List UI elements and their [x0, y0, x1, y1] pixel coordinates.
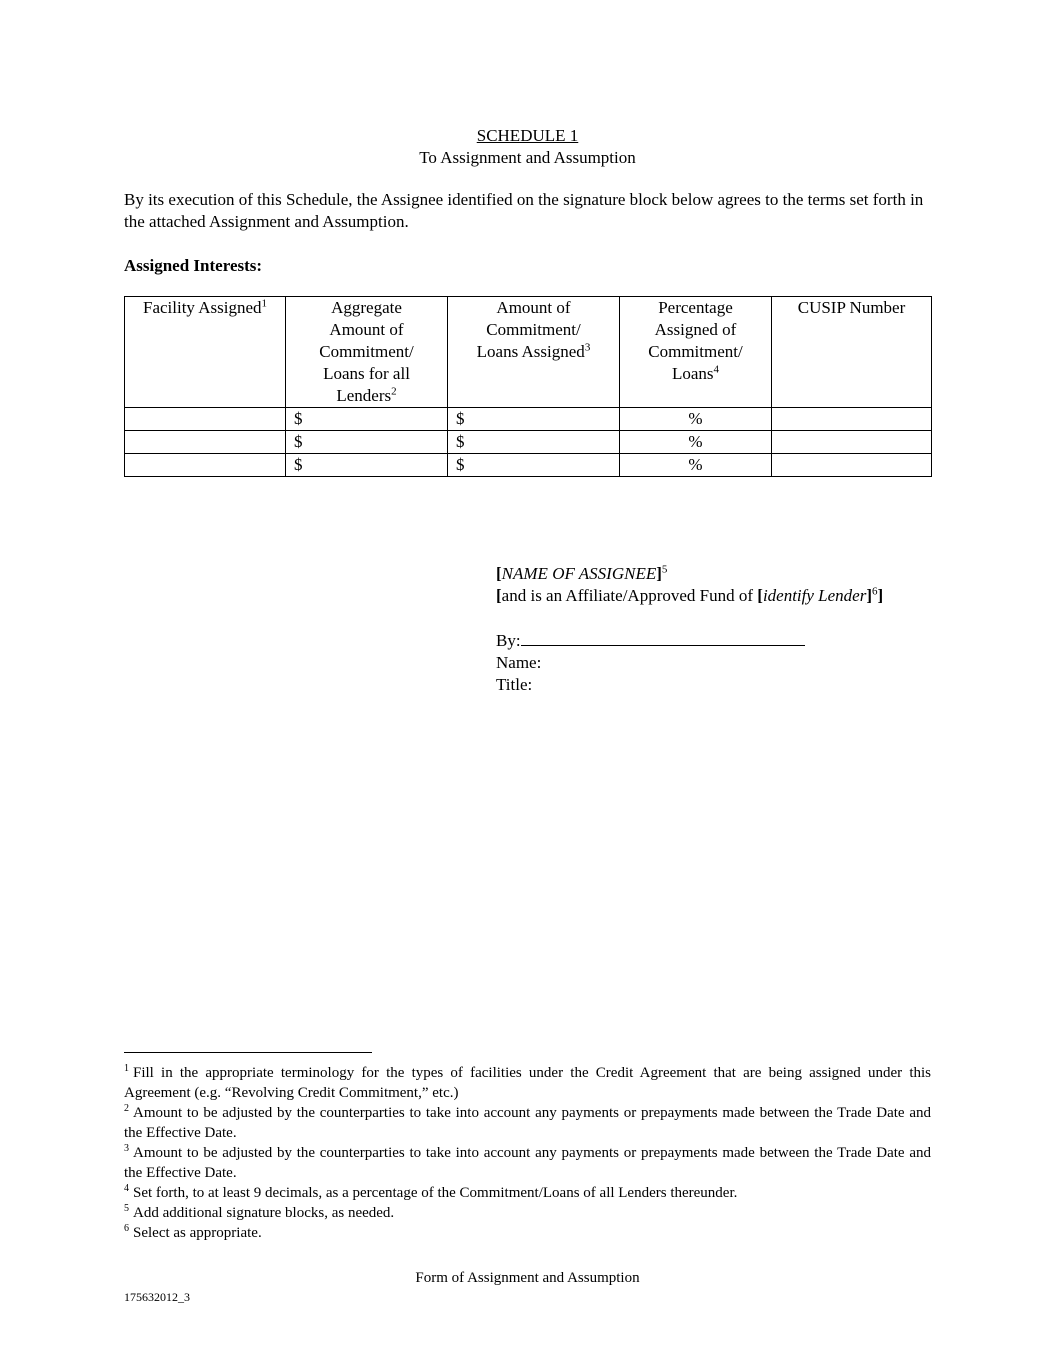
- intro-paragraph: By its execution of this Schedule, the Assignee identified on the signature block below agrees to the terms set forth in the attached Assignment and Assumption.: [124, 190, 924, 231]
- header-percentage-assigned: Percentage Assigned of Commitment/ Loans$^4$: [620, 297, 772, 408]
- name-label: Name:: [496, 653, 542, 672]
- title-label: Title:: [496, 675, 533, 694]
- table-row: [125, 431, 932, 454]
- cell-amount[interactable]: $: [448, 408, 620, 431]
- footnote-6: $^6$ Select as appropriate.: [124, 1223, 262, 1241]
- footnote-4: $^4$ Set forth, to at least 9 decimals, as a percentage of the Commitment/Loans of all Lenders thereunder.: [124, 1183, 738, 1201]
- header-aggregate-amount: Aggregate Amount of Commitment/ Loans for all Lenders$^2$: [286, 297, 448, 408]
- table-row: [125, 408, 932, 431]
- assigned-interests-heading: Assigned Interests:: [124, 256, 263, 275]
- cell-percentage[interactable]: %: [620, 454, 772, 477]
- identify-lender[interactable]: identify Lender: [762, 586, 867, 605]
- signature-field[interactable]: [521, 629, 805, 646]
- cell-facility[interactable]: [125, 431, 286, 454]
- footnote-3: $^3$ Amount to be adjusted by the counterparties to take into account any payments or prepayments made between the Trade Date and the Effective Date.: [124, 1143, 931, 1181]
- affiliate-line: [and is an Affiliate/Approved Fund of [identify Lender]$^6$]: [496, 585, 884, 605]
- cell-cusip[interactable]: [772, 408, 932, 431]
- cell-facility[interactable]: [125, 454, 286, 477]
- footnote-2: $^2$ Amount to be adjusted by the counterparties to take into account any payments or prepayments made between the Trade Date and the Effective Date.: [124, 1103, 931, 1141]
- footer-title: Form of Assignment and Assumption: [415, 1270, 640, 1286]
- document-id: 175632012_3: [124, 1290, 190, 1304]
- footnote-1: $^1$ Fill in the appropriate terminology for the types of facilities under the Credit Agreement that are being assigned under this Agreement (e.g. “Revolving Credit Commitment,” etc.): [124, 1063, 931, 1101]
- footnotes: [124, 1063, 931, 1243]
- assigned-interests-table: [124, 296, 932, 477]
- cell-cusip[interactable]: [772, 454, 932, 477]
- cell-amount[interactable]: $: [448, 431, 620, 454]
- cell-amount[interactable]: $: [448, 454, 620, 477]
- by-line: By:: [496, 629, 883, 652]
- cell-facility[interactable]: [125, 408, 286, 431]
- schedule-title: SCHEDULE 1: [476, 126, 579, 145]
- cell-cusip[interactable]: [772, 431, 932, 454]
- header-facility-assigned: Facility Assigned$^1$: [125, 297, 286, 408]
- cell-percentage[interactable]: %: [620, 408, 772, 431]
- assignee-name-line: [NAME OF ASSIGNEE]$^5$: [496, 563, 668, 583]
- signature-block: [496, 563, 883, 696]
- table-header-row: [125, 297, 932, 408]
- table-row: [125, 454, 932, 477]
- header-amount-assigned: Amount of Commitment/ Loans Assigned$^3$: [448, 297, 620, 408]
- footnote-5: $^5$ Add additional signature blocks, as needed.: [124, 1203, 395, 1221]
- cell-aggregate[interactable]: $: [286, 408, 448, 431]
- schedule-subtitle: To Assignment and Assumption: [419, 148, 636, 167]
- cell-aggregate[interactable]: $: [286, 454, 448, 477]
- assignee-name[interactable]: NAME OF ASSIGNEE: [501, 564, 657, 583]
- header-cusip-number: CUSIP Number: [772, 297, 932, 408]
- cell-percentage[interactable]: %: [620, 431, 772, 454]
- cell-aggregate[interactable]: $: [286, 431, 448, 454]
- footnote-divider: [124, 1052, 372, 1053]
